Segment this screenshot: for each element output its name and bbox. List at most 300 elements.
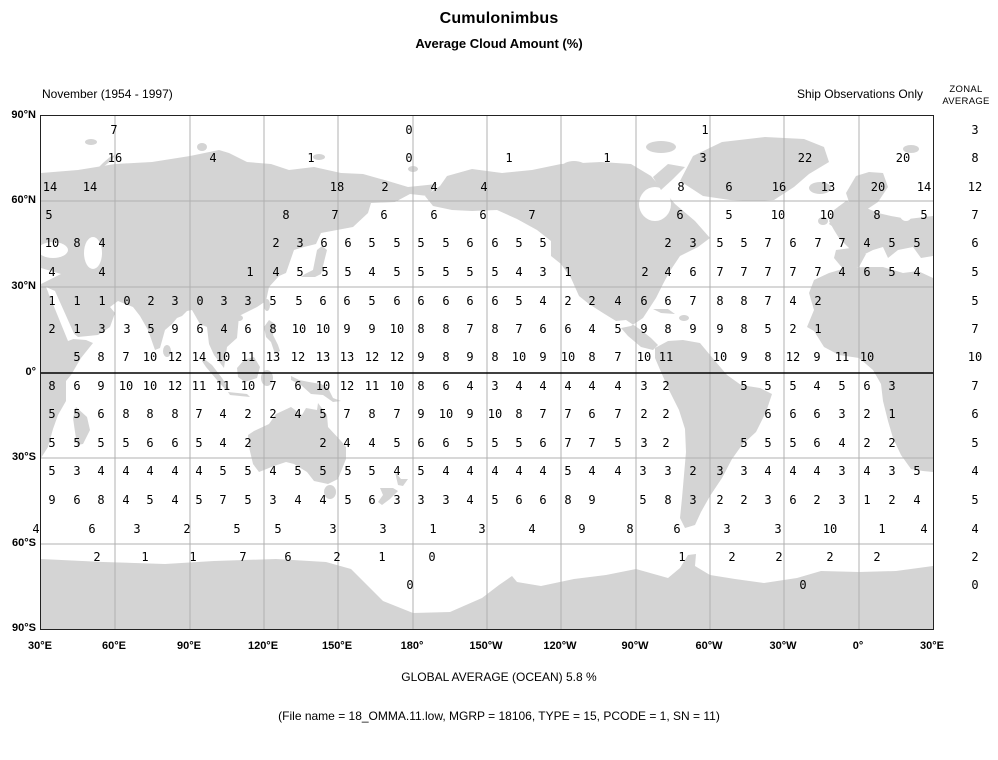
cloud-amount-value: 5 — [614, 436, 622, 450]
cloud-amount-value: 18 — [329, 180, 345, 194]
cloud-amount-value: 5 — [515, 436, 523, 450]
cloud-amount-value: 4 — [171, 464, 179, 478]
cloud-amount-value: 2 — [888, 436, 896, 450]
cloud-amount-value: 10 — [511, 350, 527, 364]
cloud-amount-value: 6 — [284, 550, 292, 564]
cloud-amount-value: 3 — [689, 236, 697, 250]
landmass-cuba — [653, 309, 675, 314]
cloud-amount-value: 3 — [664, 464, 672, 478]
cloud-amount-value: 8 — [269, 322, 277, 336]
zonal-average-value: 5 — [971, 436, 979, 450]
cloud-amount-value: 10 — [240, 379, 256, 393]
cloud-amount-value: 2 — [728, 550, 736, 564]
cloud-amount-value: 2 — [789, 322, 797, 336]
cloud-amount-value: 4 — [269, 464, 277, 478]
cloud-amount-value: 5 — [639, 493, 647, 507]
cloud-amount-value: 6 — [368, 493, 376, 507]
cloud-amount-value: 4 — [863, 464, 871, 478]
cloud-amount-value: 4 — [171, 493, 179, 507]
cloud-amount-value: 6 — [789, 493, 797, 507]
cloud-amount-value: 5 — [888, 265, 896, 279]
cloud-amount-value: 7 — [239, 550, 247, 564]
cloud-amount-value: 4 — [294, 493, 302, 507]
cloud-amount-value: 5 — [491, 493, 499, 507]
cloud-amount-value: 4 — [913, 493, 921, 507]
cloud-amount-value: 4 — [220, 322, 228, 336]
cloud-amount-value: 9 — [97, 379, 105, 393]
zonal-average-value: 5 — [971, 265, 979, 279]
cloud-amount-value: 10 — [389, 379, 405, 393]
cloud-amount-value: 3 — [888, 464, 896, 478]
cloud-amount-value: 4 — [466, 493, 474, 507]
cloud-amount-value: 4 — [614, 464, 622, 478]
cloud-amount-value: 7 — [814, 265, 822, 279]
cloud-amount-value: 4 — [32, 522, 40, 536]
cloud-amount-value: 2 — [863, 407, 871, 421]
cloud-amount-value: 10 — [389, 322, 405, 336]
cloud-amount-value: 1 — [505, 151, 513, 165]
cloud-amount-value: 2 — [662, 407, 670, 421]
cloud-amount-value: 2 — [93, 550, 101, 564]
cloud-amount-value: 6 — [789, 407, 797, 421]
cloud-amount-value: 5 — [344, 265, 352, 279]
cloud-amount-value: 5 — [269, 294, 277, 308]
cloud-amount-value: 3 — [133, 522, 141, 536]
cloud-amount-value: 3 — [379, 522, 387, 536]
cloud-amount-value: 5 — [344, 493, 352, 507]
cloud-amount-value: 5 — [244, 464, 252, 478]
cloud-amount-value: 6 — [244, 322, 252, 336]
cloud-amount-value: 5 — [296, 265, 304, 279]
cloud-amount-value: 9 — [417, 350, 425, 364]
cloud-amount-value: 5 — [73, 407, 81, 421]
cloud-amount-value: 5 — [725, 208, 733, 222]
cloud-amount-value: 7 — [195, 407, 203, 421]
zonal-average-value: 4 — [971, 522, 979, 536]
cloud-amount-value: 5 — [122, 436, 130, 450]
cloud-amount-value: 20 — [870, 180, 886, 194]
cloud-amount-value: 6 — [813, 436, 821, 450]
cloud-amount-value: 1 — [246, 265, 254, 279]
cloud-amount-value: 3 — [244, 294, 252, 308]
cloud-amount-value: 4 — [614, 379, 622, 393]
cloud-amount-value: 4 — [528, 522, 536, 536]
cloud-amount-value: 6 — [442, 436, 450, 450]
cloud-amount-value: 6 — [491, 236, 499, 250]
cloud-amount-value: 8 — [740, 322, 748, 336]
cloud-amount-value: 4 — [588, 379, 596, 393]
cloud-amount-value: 14 — [42, 180, 58, 194]
cloud-amount-value: 9 — [578, 522, 586, 536]
cloud-amount-value: 7 — [789, 265, 797, 279]
cloud-amount-value: 3 — [716, 464, 724, 478]
period-label: November (1954 - 1997) — [42, 87, 173, 101]
cloud-amount-value: 10 — [291, 322, 307, 336]
cloud-amount-value: 11 — [658, 350, 674, 364]
longitude-tick-label: 90°E — [177, 640, 201, 652]
cloud-amount-value: 5 — [442, 236, 450, 250]
cloud-amount-value: 6 — [343, 294, 351, 308]
cloud-amount-value: 5 — [233, 522, 241, 536]
cloud-amount-value: 2 — [244, 436, 252, 450]
cloud-amount-value: 10 — [44, 236, 60, 250]
cloud-amount-value: 4 — [368, 265, 376, 279]
cloud-amount-value: 4 — [588, 464, 596, 478]
cloud-amount-value: 6 — [725, 180, 733, 194]
zonal-average-value: 10 — [967, 350, 983, 364]
cloud-amount-value: 12 — [364, 350, 380, 364]
longitude-tick-label: 120°E — [247, 640, 279, 652]
cloud-amount-value: 6 — [146, 436, 154, 450]
cloud-amount-value: 8 — [73, 236, 81, 250]
cloud-amount-value: 1 — [48, 294, 56, 308]
cloud-amount-value: 4 — [539, 379, 547, 393]
cloud-amount-value: 1 — [98, 294, 106, 308]
cloud-amount-value: 4 — [789, 464, 797, 478]
source-label: Ship Observations Only — [796, 87, 923, 101]
cloud-amount-value: 5 — [368, 464, 376, 478]
cloud-amount-value: 5 — [515, 294, 523, 308]
cloud-amount-value: 7 — [343, 407, 351, 421]
cloud-amount-value: 5 — [97, 436, 105, 450]
cloud-amount-value: 4 — [98, 265, 106, 279]
cloud-amount-value: 5 — [45, 208, 53, 222]
cloud-amount-value: 10 — [315, 379, 331, 393]
cloud-amount-value: 5 — [764, 322, 772, 336]
cloud-amount-value: 4 — [219, 436, 227, 450]
cloud-amount-value: 2 — [813, 493, 821, 507]
cloud-amount-value: 4 — [515, 379, 523, 393]
cloud-amount-value: 0 — [405, 151, 413, 165]
cloud-amount-value: 7 — [838, 236, 846, 250]
cloud-amount-value: 10 — [560, 350, 576, 364]
cloud-amount-value: 8 — [740, 294, 748, 308]
landmass-victoria-island — [589, 167, 609, 177]
cloud-amount-value: 3 — [764, 493, 772, 507]
cloud-amount-value: 5 — [515, 236, 523, 250]
cloud-amount-value: 13 — [339, 350, 355, 364]
cloud-amount-value: 6 — [863, 379, 871, 393]
zonal-average-value: 7 — [971, 379, 979, 393]
cloud-amount-value: 6 — [320, 236, 328, 250]
cloud-amount-value: 4 — [614, 294, 622, 308]
cloud-amount-value: 3 — [699, 151, 707, 165]
longitude-tick-label: 30°E — [920, 640, 944, 652]
cloud-amount-value: 6 — [564, 322, 572, 336]
cloud-amount-value: 4 — [122, 464, 130, 478]
cloud-amount-value: 2 — [740, 493, 748, 507]
cloud-amount-value: 6 — [764, 407, 772, 421]
cloud-amount-value: 7 — [269, 379, 277, 393]
longitude-tick-label: 150°E — [321, 640, 353, 652]
landmass-hainan — [235, 315, 243, 321]
cloud-amount-value: 3 — [417, 493, 425, 507]
latitude-tick-label: 30°S — [12, 451, 36, 463]
cloud-amount-value: 3 — [640, 436, 648, 450]
zonal-header-line1: ZONAL — [949, 84, 983, 95]
longitude-tick-label: 60°E — [102, 640, 126, 652]
cloud-amount-value: 5 — [564, 464, 572, 478]
cloud-amount-value: 7 — [764, 236, 772, 250]
cloud-amount-value: 5 — [539, 236, 547, 250]
cloud-amount-value: 8 — [122, 407, 130, 421]
cloud-amount-value: 12 — [167, 379, 183, 393]
cloud-amount-value: 6 — [97, 407, 105, 421]
cloud-amount-value: 3 — [723, 522, 731, 536]
cloud-amount-value: 5 — [491, 436, 499, 450]
cloud-amount-value: 10 — [859, 350, 875, 364]
cloud-amount-value: 4 — [764, 464, 772, 478]
cloud-amount-value: 4 — [294, 407, 302, 421]
cloud-amount-value: 7 — [393, 407, 401, 421]
cloud-amount-value: 8 — [97, 350, 105, 364]
cloud-amount-value: 1 — [814, 322, 822, 336]
zonal-average-value: 7 — [971, 322, 979, 336]
cloud-amount-value: 9 — [588, 493, 596, 507]
cloud-amount-value: 4 — [146, 464, 154, 478]
cloud-amount-value: 8 — [764, 350, 772, 364]
cloud-amount-value: 5 — [48, 436, 56, 450]
cloud-amount-value: 4 — [863, 236, 871, 250]
cloud-amount-value: 14 — [191, 350, 207, 364]
cloud-amount-value: 2 — [664, 236, 672, 250]
cloud-amount-value: 2 — [48, 322, 56, 336]
cloud-amount-value: 10 — [315, 322, 331, 336]
cloud-amount-value: 3 — [740, 464, 748, 478]
cloud-amount-value: 12 — [389, 350, 405, 364]
cloud-amount-value: 4 — [515, 464, 523, 478]
cloud-amount-value: 7 — [219, 493, 227, 507]
cloud-amount-value: 3 — [640, 379, 648, 393]
cloud-amount-value: 7 — [110, 123, 118, 137]
cloud-amount-value: 2 — [689, 464, 697, 478]
cloud-amount-value: 2 — [662, 379, 670, 393]
global-average-label: GLOBAL AVERAGE (OCEAN) 5.8 % — [401, 670, 597, 684]
cloud-amount-value: 2 — [873, 550, 881, 564]
cloud-amount-value: 2 — [269, 407, 277, 421]
cloud-amount-value: 11 — [191, 379, 207, 393]
cloud-amount-value: 8 — [48, 379, 56, 393]
cloud-amount-value: 5 — [888, 236, 896, 250]
cloud-amount-value: 6 — [294, 379, 302, 393]
latitude-tick-label: 60°N — [11, 194, 36, 206]
cloud-amount-value: 4 — [98, 236, 106, 250]
cloud-amount-value: 10 — [438, 407, 454, 421]
cloud-amount-value: 5 — [716, 236, 724, 250]
landmass-banks-island — [562, 161, 586, 173]
cloud-amount-value: 7 — [564, 436, 572, 450]
cloud-amount-value: 8 — [491, 350, 499, 364]
cloud-amount-value: 2 — [863, 436, 871, 450]
cloud-amount-value: 9 — [171, 322, 179, 336]
cloud-amount-value: 0 — [428, 550, 436, 564]
cloud-amount-value: 8 — [588, 350, 596, 364]
cloud-amount-value: 5 — [417, 464, 425, 478]
zonal-average-header — [935, 84, 997, 108]
cloud-amount-value: 5 — [491, 265, 499, 279]
cloud-amount-value: 10 — [636, 350, 652, 364]
cloud-amount-value: 3 — [73, 464, 81, 478]
cloud-amount-value: 20 — [895, 151, 911, 165]
cloud-amount-value: 2 — [775, 550, 783, 564]
cloud-amount-value: 6 — [88, 522, 96, 536]
cloud-amount-value: 8 — [491, 322, 499, 336]
cloud-amount-value: 3 — [296, 236, 304, 250]
cloud-amount-value: 9 — [48, 493, 56, 507]
cloud-amount-value: 5 — [295, 294, 303, 308]
cloud-amount-value: 6 — [588, 407, 596, 421]
cloud-amount-value: 5 — [368, 294, 376, 308]
cloud-amount-value: 12 — [290, 350, 306, 364]
cloud-amount-value: 8 — [97, 493, 105, 507]
cloud-amount-value: 5 — [442, 265, 450, 279]
cloud-amount-value: 7 — [564, 407, 572, 421]
cloud-amount-value: 7 — [515, 322, 523, 336]
cloud-amount-value: 3 — [393, 493, 401, 507]
cloud-amount-value: 8 — [626, 522, 634, 536]
cloud-amount-value: 14 — [82, 180, 98, 194]
cloud-amount-value: 9 — [813, 350, 821, 364]
cloud-amount-value: 0 — [406, 578, 414, 592]
cloud-amount-value: 12 — [339, 379, 355, 393]
cloud-amount-value: 11 — [215, 379, 231, 393]
zonal-average-value: 4 — [971, 464, 979, 478]
cloud-amount-value: 4 — [343, 436, 351, 450]
cloud-amount-value: 2 — [147, 294, 155, 308]
zonal-average-value: 6 — [971, 236, 979, 250]
cloud-amount-value: 6 — [673, 522, 681, 536]
cloud-amount-value: 5 — [319, 407, 327, 421]
cloud-amount-value: 6 — [491, 294, 499, 308]
latitude-tick-label: 90°N — [11, 109, 36, 121]
cloud-amount-value: 4 — [588, 322, 596, 336]
cloud-amount-value: 6 — [863, 265, 871, 279]
cloud-amount-value: 4 — [813, 464, 821, 478]
cloud-amount-value: 5 — [740, 436, 748, 450]
zonal-header-line2: AVERAGE — [942, 96, 990, 107]
latitude-tick-label: 60°S — [12, 537, 36, 549]
cloud-amount-value: 6 — [442, 294, 450, 308]
cloud-amount-value: 13 — [820, 180, 836, 194]
cloud-amount-value: 6 — [789, 236, 797, 250]
landmass-severnaya-zemlya — [197, 143, 207, 151]
cloud-amount-value: 8 — [442, 350, 450, 364]
cloud-amount-value: 13 — [315, 350, 331, 364]
cloud-amount-value: 4 — [515, 265, 523, 279]
cloud-amount-value: 6 — [539, 493, 547, 507]
cloud-amount-value: 11 — [240, 350, 256, 364]
cloud-amount-value: 7 — [614, 407, 622, 421]
page-subtitle: Average Cloud Amount (%) — [415, 36, 583, 51]
cloud-amount-value: 9 — [689, 322, 697, 336]
cloud-amount-value: 2 — [244, 407, 252, 421]
landmass-hispaniola — [679, 315, 689, 321]
cloud-amount-value: 5 — [195, 436, 203, 450]
cloud-amount-value: 7 — [716, 265, 724, 279]
cloud-amount-value: 5 — [147, 322, 155, 336]
longitude-tick-label: 90°W — [621, 640, 649, 652]
cloud-amount-value: 1 — [863, 493, 871, 507]
cloud-amount-value: 10 — [142, 350, 158, 364]
cloud-amount-value: 1 — [429, 522, 437, 536]
cloud-amount-value: 7 — [740, 265, 748, 279]
cloud-amount-value: 6 — [664, 294, 672, 308]
cloud-amount-value: 1 — [189, 550, 197, 564]
cloud-amount-value: 2 — [641, 265, 649, 279]
cloud-amount-value: 3 — [442, 493, 450, 507]
landmass-new-siberian-islands — [313, 154, 325, 160]
hudson-bay — [639, 187, 671, 221]
cloud-amount-value: 2 — [826, 550, 834, 564]
cloud-amount-value: 8 — [677, 180, 685, 194]
cloud-amount-value: 5 — [219, 464, 227, 478]
cloud-amount-value: 5 — [417, 265, 425, 279]
cloud-amount-value: 3 — [838, 464, 846, 478]
cloud-amount-value: 10 — [819, 208, 835, 222]
cloud-amount-value: 6 — [813, 407, 821, 421]
cloud-amount-value: 8 — [171, 407, 179, 421]
cloud-amount-value: 5 — [614, 322, 622, 336]
cloud-amount-value: 10 — [712, 350, 728, 364]
cloud-amount-value: 10 — [770, 208, 786, 222]
cloud-amount-value: 9 — [343, 322, 351, 336]
cloud-amount-value: 10 — [215, 350, 231, 364]
cloud-amount-value: 4 — [122, 493, 130, 507]
cloud-amount-value: 5 — [417, 236, 425, 250]
cloud-amount-value: 2 — [640, 407, 648, 421]
cloud-amount-value: 4 — [564, 379, 572, 393]
cloud-amount-value: 3 — [123, 322, 131, 336]
cloud-amount-value: 8 — [873, 208, 881, 222]
cloud-amount-value: 3 — [639, 464, 647, 478]
cloud-amount-value: 3 — [329, 522, 337, 536]
cloud-amount-value: 9 — [368, 322, 376, 336]
cloud-amount-value: 5 — [48, 407, 56, 421]
cloud-amount-value: 12 — [785, 350, 801, 364]
cloud-amount-value: 4 — [319, 493, 327, 507]
cloud-amount-value: 2 — [564, 294, 572, 308]
cloud-amount-value: 8 — [664, 493, 672, 507]
longitude-tick-label: 150°W — [469, 640, 503, 652]
cloud-amount-value: 7 — [539, 407, 547, 421]
cloud-amount-value: 2 — [588, 294, 596, 308]
cloud-amount-value: 4 — [480, 180, 488, 194]
cloud-amount-value: 5 — [393, 265, 401, 279]
cloud-amount-value: 6 — [380, 208, 388, 222]
longitude-tick-label: 120°W — [543, 640, 577, 652]
cloud-amount-value: 5 — [920, 208, 928, 222]
cloud-amount-value: 9 — [466, 350, 474, 364]
cloud-amount-value: 0 — [196, 294, 204, 308]
cloud-amount-value: 5 — [195, 493, 203, 507]
cloud-amount-value: 5 — [319, 464, 327, 478]
cloud-amount-value: 6 — [515, 493, 523, 507]
cloud-amount-value: 1 — [888, 407, 896, 421]
cloud-amount-value: 6 — [676, 208, 684, 222]
cloud-amount-value: 4 — [789, 294, 797, 308]
cloud-amount-value: 10 — [822, 522, 838, 536]
cloud-amount-value: 5 — [913, 464, 921, 478]
cloud-amount-value: 6 — [442, 379, 450, 393]
cloud-amount-value: 4 — [539, 464, 547, 478]
cloud-amount-value: 5 — [368, 236, 376, 250]
cloud-amount-value: 6 — [393, 294, 401, 308]
cloud-amount-value: 6 — [73, 379, 81, 393]
cloud-amount-value: 0 — [123, 294, 131, 308]
cloud-amount-value: 1 — [73, 294, 81, 308]
cloud-amount-value: 4 — [97, 464, 105, 478]
cloud-amount-value: 9 — [716, 322, 724, 336]
